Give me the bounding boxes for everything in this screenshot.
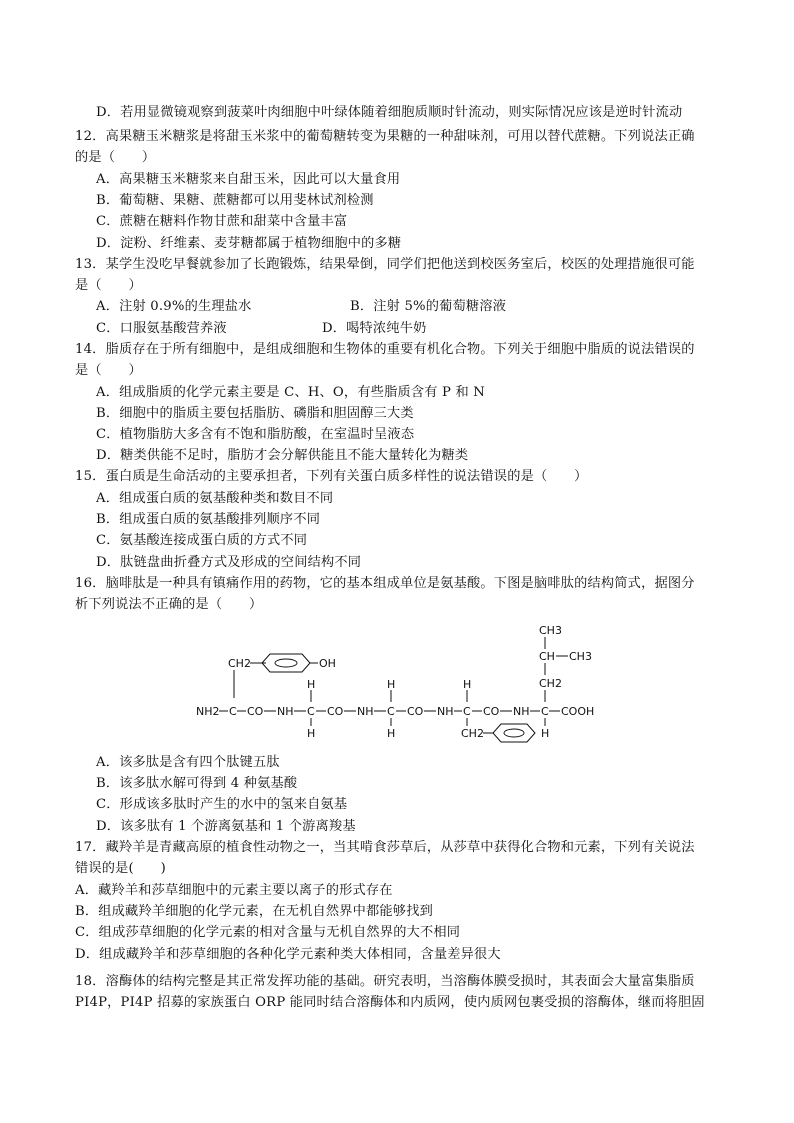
q16-stem: 16．脑啡肽是一种具有镇痛作用的药物，它的基本组成单位是氨基酸。下图是脑啡肽的结构简式，据图分	[75, 576, 695, 591]
q13-stem-cont: 是（ ）	[75, 278, 142, 293]
q14-option-c: C．植物脂肪大多含有不饱和脂肪酸，在室温时呈液态	[96, 427, 415, 442]
q15-stem: 15．蛋白质是生命活动的主要承担者，下列有关蛋白质多样性的说法错误的是（ ）	[75, 469, 588, 484]
co-label: CO	[247, 705, 264, 718]
q15-option-a: A．组成蛋白质的氨基酸种类和数目不同	[96, 491, 334, 506]
q13-option-c: C．口服氨基酸营养液	[96, 321, 227, 336]
c-label: C	[463, 705, 471, 718]
q12-option-a: A．高果糖玉米糖浆来自甜玉米，因此可以大量食用	[96, 172, 401, 187]
q12-stem: 12．高果糖玉米糖浆是将甜玉米浆中的葡萄糖转变为果糖的一种甜味剂，可用以替代蔗糖。下列说法正确	[75, 129, 695, 144]
h-label: H	[541, 727, 550, 740]
h-label: H	[387, 727, 396, 740]
h-label: H	[307, 727, 316, 740]
co-label: CO	[407, 705, 424, 718]
oh-label: OH	[319, 657, 336, 670]
q17-stem-cont: 错误的是( )	[75, 861, 167, 876]
c-label: C	[387, 705, 395, 718]
ch2-label: CH2	[461, 727, 484, 740]
ring-circle	[504, 729, 524, 737]
q14-stem-cont: 是（ ）	[75, 363, 142, 378]
q15-option-c: C．氨基酸连接成蛋白质的方式不同	[96, 533, 308, 548]
q16-stem-cont: 析下列说法不正确的是（ ）	[75, 597, 263, 612]
q14-option-a: A．组成脂质的化学元素主要是 C、H、O，有些脂质含有 P 和 N	[96, 385, 486, 400]
enkephalin-structure-figure	[190, 618, 610, 743]
q16-option-b: B．该多肽水解可得到 4 种氨基酸	[96, 776, 298, 791]
q17-option-a: A．藏羚羊和莎草细胞中的元素主要以离子的形式存在	[75, 883, 393, 898]
q17-stem: 17．藏羚羊是青藏高原的植食性动物之一，当其啃食莎草后，从莎草中获得化合物和元素，下列有关说法	[75, 840, 695, 855]
h-label: H	[387, 678, 396, 691]
benzene-ring-icon	[262, 654, 310, 672]
q13-stem: 13．某学生没吃早餐就参加了长跑锻炼，结果晕倒，同学们把他送到校医务室后，校医的处理措施很可能	[75, 257, 695, 272]
cooh-label: COOH	[561, 705, 595, 718]
nh2-label: NH2	[196, 705, 220, 718]
q13-option-a: A．注射 0.9%的生理盐水	[96, 299, 252, 314]
c-label: C	[307, 705, 315, 718]
co-label: CO	[483, 705, 500, 718]
ch-label: CH	[539, 650, 555, 663]
ch3-label: CH3	[569, 650, 592, 663]
q16-option-a: A．该多肽是含有四个肽键五肽	[96, 755, 280, 770]
q12-stem-cont: 的是（ ）	[75, 150, 156, 165]
q14-option-b: B．细胞中的脂质主要包括脂肪、磷脂和胆固醇三大类	[96, 406, 414, 421]
co-label: CO	[327, 705, 344, 718]
q14-stem: 14．脂质存在于所有细胞中，是组成细胞和生物体的重要有机化合物。下列关于细胞中脂质的说法错误的	[75, 342, 695, 357]
q15-option-b: B．组成蛋白质的氨基酸排列顺序不同	[96, 512, 321, 527]
nh-label: NH	[277, 705, 294, 718]
q11-option-d: D．若用显微镜观察到菠菜叶肉细胞中叶绿体随着细胞质顺时针流动，则实际情况应该是逆时针流动	[96, 105, 683, 120]
c-label: C	[541, 705, 549, 718]
q15-option-d: D．肽链盘曲折叠方式及形成的空间结构不同	[96, 555, 362, 570]
ch2-label: CH2	[539, 677, 562, 690]
q12-option-c: C．蔗糖在糖料作物甘蔗和甜菜中含量丰富	[96, 214, 348, 229]
nh-label: NH	[357, 705, 374, 718]
c-label: C	[229, 705, 237, 718]
q18-stem: 18．溶酶体的结构完整是其正常发挥功能的基础。研究表明，当溶酶体膜受损时，其表面会大量富集脂质	[75, 974, 695, 989]
ch3-label: CH3	[539, 624, 562, 637]
q13-option-b: B．注射 5%的葡萄糖溶液	[350, 299, 507, 314]
nh-label: NH	[513, 705, 530, 718]
q16-option-c: C．形成该多肽时产生的水中的氢来自氨基	[96, 797, 348, 812]
benzene-ring-icon	[493, 724, 535, 742]
q17-option-b: B．组成藏羚羊细胞的化学元素，在无机自然界中都能够找到	[75, 904, 433, 919]
ring-circle	[275, 659, 297, 667]
q12-option-b: B．葡萄糖、果糖、蔗糖都可以用斐林试剂检测	[96, 193, 374, 208]
q18-stem-cont: PI4P，PI4P 招募的家族蛋白 ORP 能同时结合溶酶体和内质网，使内质网包裹受损的溶酶体，继而将胆固	[75, 995, 705, 1010]
q14-option-d: D．糖类供能不足时，脂肪才会分解供能且不能大量转化为糖类	[96, 448, 469, 463]
h-label: H	[307, 678, 316, 691]
q12-option-d: D．淀粉、纤维素、麦芽糖都属于植物细胞中的多糖	[96, 236, 402, 251]
ch2-label: CH2	[228, 657, 251, 670]
q17-option-c: C．组成莎草细胞的化学元素的相对含量与无机自然界的大不相同	[75, 925, 461, 940]
q17-option-d: D．组成藏羚羊和莎草细胞的各种化学元素种类大体相同，含量差异很大	[75, 947, 501, 962]
q16-option-d: D．该多肽有 1 个游离氨基和 1 个游离羧基	[96, 819, 356, 834]
q13-option-d: D．喝特浓纯牛奶	[322, 321, 427, 336]
h-label: H	[463, 678, 472, 691]
nh-label: NH	[437, 705, 454, 718]
